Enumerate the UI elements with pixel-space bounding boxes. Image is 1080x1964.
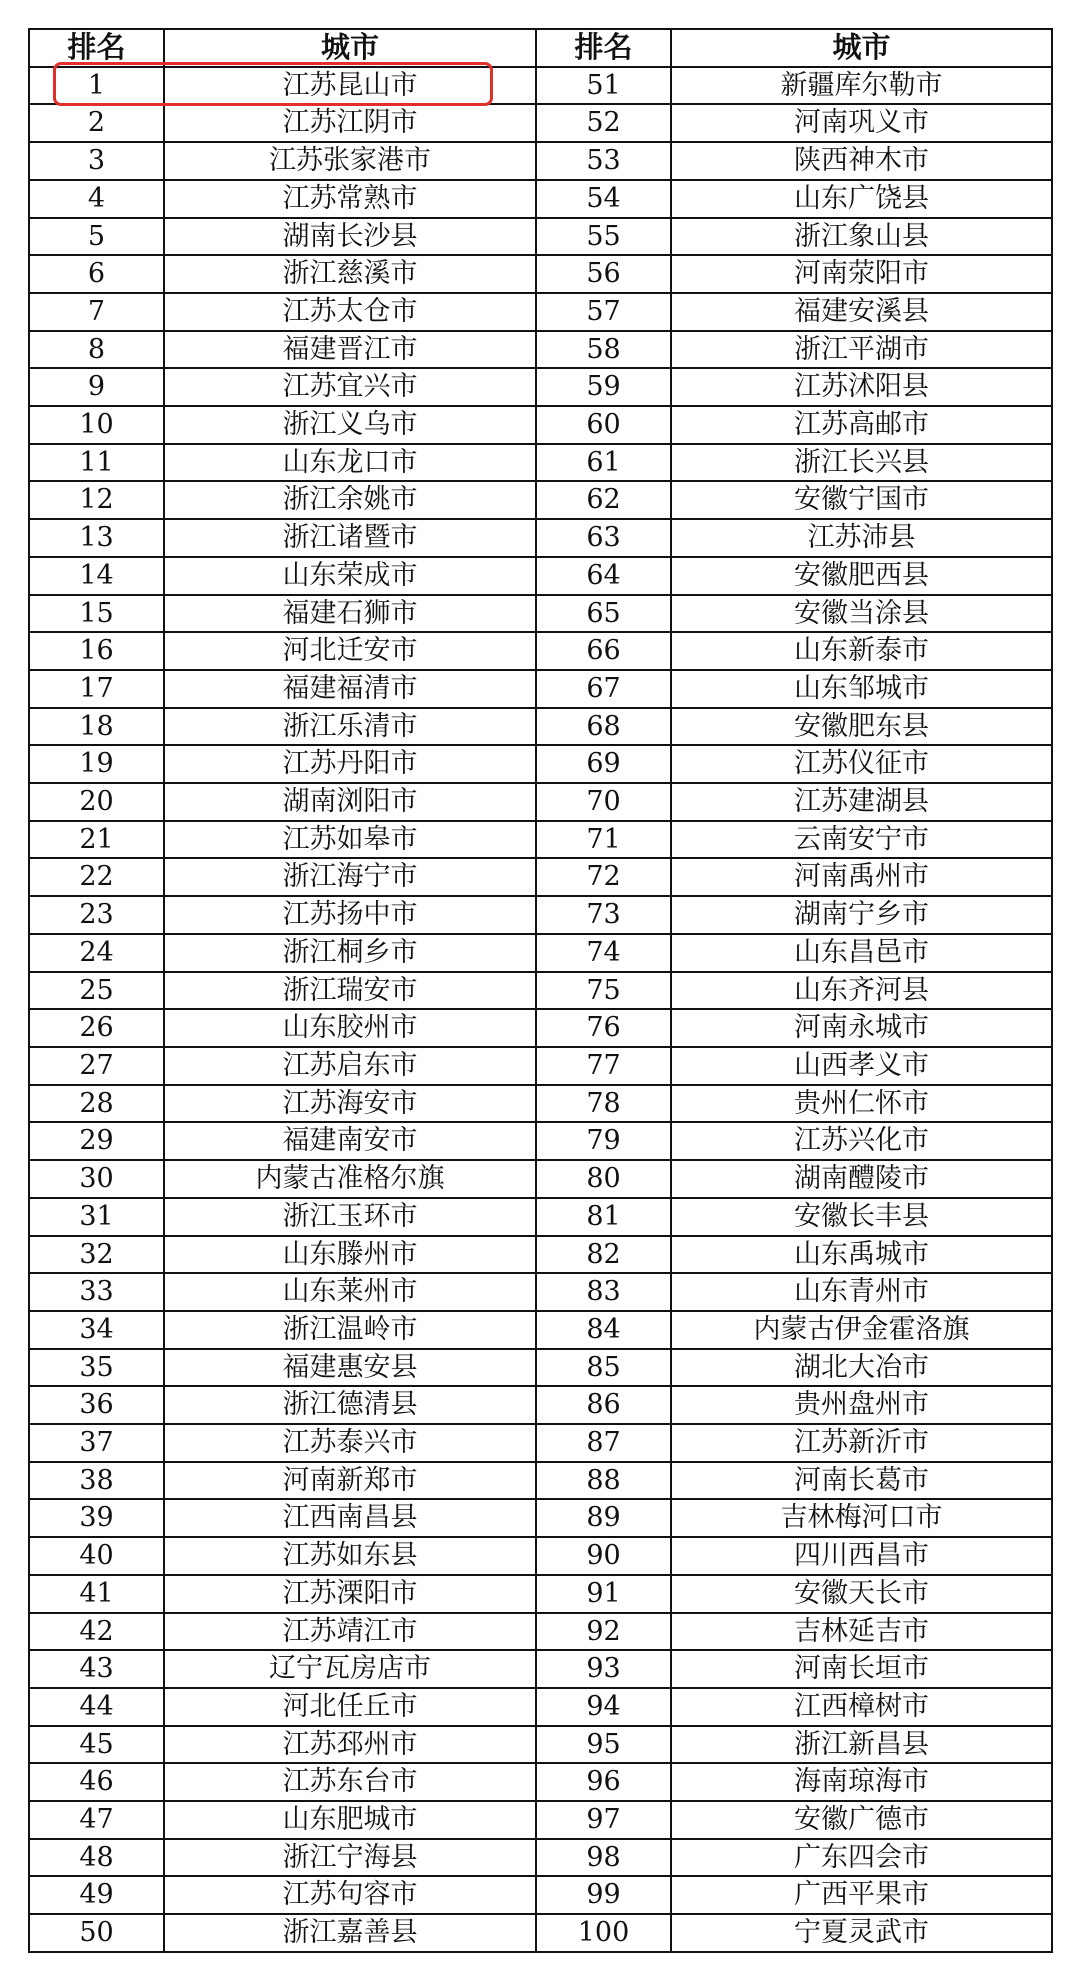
city-cell: 江苏沭阳县 [671,368,1052,406]
city-cell: 江苏张家港市 [164,142,536,180]
table-row [29,255,1052,293]
city-cell: 山东齐河县 [671,972,1052,1010]
rank-cell: 47 [29,1801,164,1839]
rank-cell: 32 [29,1236,164,1274]
city-cell: 江苏靖江市 [164,1613,536,1651]
rank-cell: 81 [536,1198,671,1236]
city-cell: 山东龙口市 [164,444,536,482]
rank-cell: 71 [536,821,671,859]
rank-header: 排名 [29,29,164,67]
city-cell: 河南永城市 [671,1009,1052,1047]
city-cell: 江苏新沂市 [671,1424,1052,1462]
rank-cell: 73 [536,896,671,934]
rank-cell: 69 [536,745,671,783]
rank-header: 排名 [536,29,671,67]
rank-cell: 30 [29,1160,164,1198]
table-row [29,481,1052,519]
city-cell: 河北迁安市 [164,632,536,670]
city-cell: 河南巩义市 [671,104,1052,142]
rank-cell: 27 [29,1047,164,1085]
rank-cell: 43 [29,1650,164,1688]
table-row [29,1613,1052,1651]
city-cell: 山东胶州市 [164,1009,536,1047]
city-cell: 江苏启东市 [164,1047,536,1085]
table-row [29,1311,1052,1349]
rank-cell: 86 [536,1386,671,1424]
table-row [29,1688,1052,1726]
rank-cell: 18 [29,708,164,746]
rank-cell: 16 [29,632,164,670]
rank-cell: 66 [536,632,671,670]
city-cell: 四川西昌市 [671,1537,1052,1575]
table-row [29,858,1052,896]
city-cell: 浙江诸暨市 [164,519,536,557]
rank-cell: 61 [536,444,671,482]
rank-cell: 10 [29,406,164,444]
rank-cell: 24 [29,934,164,972]
city-cell: 安徽肥西县 [671,557,1052,595]
rank-cell: 89 [536,1499,671,1537]
city-cell: 山西孝义市 [671,1047,1052,1085]
city-cell: 山东昌邑市 [671,934,1052,972]
city-cell: 山东莱州市 [164,1273,536,1311]
rank-cell: 20 [29,783,164,821]
city-cell: 吉林梅河口市 [671,1499,1052,1537]
city-cell: 广西平果市 [671,1876,1052,1914]
city-cell: 江苏海安市 [164,1085,536,1123]
city-cell: 江苏溧阳市 [164,1575,536,1613]
rank-cell: 64 [536,557,671,595]
table-body [29,67,1052,1952]
rank-cell: 93 [536,1650,671,1688]
rank-cell: 3 [29,142,164,180]
city-cell: 浙江新昌县 [671,1726,1052,1764]
city-cell: 浙江平湖市 [671,331,1052,369]
table-row [29,1650,1052,1688]
rank-cell: 14 [29,557,164,595]
rank-cell: 23 [29,896,164,934]
city-cell: 福建石狮市 [164,595,536,633]
table-row [29,1575,1052,1613]
table-row [29,180,1052,218]
city-cell: 福建福清市 [164,670,536,708]
rank-cell: 76 [536,1009,671,1047]
rank-cell: 92 [536,1613,671,1651]
rank-cell: 50 [29,1914,164,1952]
rank-cell: 67 [536,670,671,708]
rank-cell: 78 [536,1085,671,1123]
table-row [29,1273,1052,1311]
city-cell: 陕西神木市 [671,142,1052,180]
rank-cell: 56 [536,255,671,293]
table-row [29,1839,1052,1877]
rank-cell: 54 [536,180,671,218]
rank-cell: 82 [536,1236,671,1274]
rank-cell: 8 [29,331,164,369]
rank-cell: 98 [536,1839,671,1877]
table-row [29,519,1052,557]
city-cell: 江苏仪征市 [671,745,1052,783]
rank-cell: 6 [29,255,164,293]
rank-cell: 39 [29,1499,164,1537]
city-cell: 江苏沛县 [671,519,1052,557]
rank-cell: 31 [29,1198,164,1236]
rank-cell: 46 [29,1763,164,1801]
table-row [29,745,1052,783]
rank-cell: 85 [536,1349,671,1387]
rank-cell: 38 [29,1462,164,1500]
table-row [29,1763,1052,1801]
city-cell: 浙江长兴县 [671,444,1052,482]
rank-cell: 49 [29,1876,164,1914]
city-cell: 江西南昌县 [164,1499,536,1537]
table-row [29,1349,1052,1387]
rank-cell: 99 [536,1876,671,1914]
city-cell: 湖南醴陵市 [671,1160,1052,1198]
city-cell: 浙江余姚市 [164,481,536,519]
rank-cell: 19 [29,745,164,783]
table-row [29,1085,1052,1123]
city-cell: 江苏扬中市 [164,896,536,934]
table-row [29,972,1052,1010]
city-cell: 江苏句容市 [164,1876,536,1914]
table-row [29,142,1052,180]
city-cell: 云南安宁市 [671,821,1052,859]
city-cell: 江苏建湖县 [671,783,1052,821]
table-row [29,406,1052,444]
rank-cell: 13 [29,519,164,557]
rank-cell: 1 [29,67,164,105]
rank-cell: 97 [536,1801,671,1839]
rank-cell: 25 [29,972,164,1010]
city-cell: 浙江义乌市 [164,406,536,444]
rank-cell: 42 [29,1613,164,1651]
rank-cell: 80 [536,1160,671,1198]
city-cell: 浙江乐清市 [164,708,536,746]
rank-cell: 4 [29,180,164,218]
city-cell: 浙江慈溪市 [164,255,536,293]
rank-cell: 28 [29,1085,164,1123]
city-cell: 浙江德清县 [164,1386,536,1424]
rank-cell: 91 [536,1575,671,1613]
city-cell: 湖南长沙县 [164,218,536,256]
rank-cell: 11 [29,444,164,482]
rank-cell: 88 [536,1462,671,1500]
city-cell: 江苏昆山市 [164,67,536,105]
city-cell: 江苏高邮市 [671,406,1052,444]
rank-cell: 40 [29,1537,164,1575]
rank-cell: 22 [29,858,164,896]
city-cell: 吉林延吉市 [671,1613,1052,1651]
city-cell: 山东广饶县 [671,180,1052,218]
table-row [29,1462,1052,1500]
city-cell: 江苏常熟市 [164,180,536,218]
rank-cell: 84 [536,1311,671,1349]
table-row [29,1424,1052,1462]
rank-cell: 70 [536,783,671,821]
city-cell: 贵州盘州市 [671,1386,1052,1424]
rank-cell: 51 [536,67,671,105]
city-cell: 山东荣成市 [164,557,536,595]
city-cell: 安徽天长市 [671,1575,1052,1613]
city-cell: 江苏泰兴市 [164,1424,536,1462]
rank-cell: 2 [29,104,164,142]
city-cell: 福建晋江市 [164,331,536,369]
rank-cell: 41 [29,1575,164,1613]
city-cell: 安徽广德市 [671,1801,1052,1839]
rank-cell: 53 [536,142,671,180]
city-cell: 内蒙古准格尔旗 [164,1160,536,1198]
city-cell: 安徽当涂县 [671,595,1052,633]
table-row [29,783,1052,821]
city-header: 城市 [164,29,536,67]
table-row [29,1801,1052,1839]
rank-cell: 63 [536,519,671,557]
rank-cell: 60 [536,406,671,444]
city-cell: 安徽长丰县 [671,1198,1052,1236]
rank-cell: 79 [536,1122,671,1160]
city-header: 城市 [671,29,1052,67]
city-cell: 山东肥城市 [164,1801,536,1839]
table-row [29,1876,1052,1914]
city-cell: 浙江温岭市 [164,1311,536,1349]
rank-cell: 15 [29,595,164,633]
city-cell: 海南琼海市 [671,1763,1052,1801]
city-cell: 河南长垣市 [671,1650,1052,1688]
city-cell: 江苏兴化市 [671,1122,1052,1160]
rank-cell: 17 [29,670,164,708]
city-cell: 浙江瑞安市 [164,972,536,1010]
city-cell: 宁夏灵武市 [671,1914,1052,1952]
table-row [29,821,1052,859]
rank-cell: 75 [536,972,671,1010]
city-cell: 湖北大冶市 [671,1349,1052,1387]
table-row [29,104,1052,142]
rank-cell: 74 [536,934,671,972]
rank-cell: 57 [536,293,671,331]
city-cell: 湖南浏阳市 [164,783,536,821]
table-row [29,1047,1052,1085]
city-cell: 安徽肥东县 [671,708,1052,746]
rank-cell: 26 [29,1009,164,1047]
city-cell: 山东邹城市 [671,670,1052,708]
table-row [29,1122,1052,1160]
city-cell: 福建惠安县 [164,1349,536,1387]
table-row [29,1160,1052,1198]
table-row [29,444,1052,482]
table-row [29,293,1052,331]
rank-cell: 65 [536,595,671,633]
rank-cell: 58 [536,331,671,369]
rank-cell: 52 [536,104,671,142]
rank-cell: 35 [29,1349,164,1387]
city-cell: 贵州仁怀市 [671,1085,1052,1123]
city-cell: 浙江宁海县 [164,1839,536,1877]
rank-cell: 55 [536,218,671,256]
city-cell: 山东禹城市 [671,1236,1052,1274]
rank-cell: 44 [29,1688,164,1726]
city-cell: 浙江象山县 [671,218,1052,256]
table-row [29,1198,1052,1236]
ranking-table [28,28,1053,1953]
table-row [29,1499,1052,1537]
rank-cell: 45 [29,1726,164,1764]
table-row [29,896,1052,934]
city-cell: 新疆库尔勒市 [671,67,1052,105]
rank-cell: 87 [536,1424,671,1462]
rank-cell: 90 [536,1537,671,1575]
city-cell: 浙江嘉善县 [164,1914,536,1952]
city-cell: 江苏太仓市 [164,293,536,331]
rank-cell: 94 [536,1688,671,1726]
header-row [29,29,1052,67]
city-cell: 江苏江阴市 [164,104,536,142]
rank-cell: 83 [536,1273,671,1311]
city-cell: 河南荥阳市 [671,255,1052,293]
city-cell: 福建南安市 [164,1122,536,1160]
city-cell: 江苏丹阳市 [164,745,536,783]
rank-cell: 36 [29,1386,164,1424]
rank-cell: 100 [536,1914,671,1952]
city-cell: 辽宁瓦房店市 [164,1650,536,1688]
table-row [29,670,1052,708]
table-row [29,1537,1052,1575]
city-cell: 江苏宜兴市 [164,368,536,406]
city-cell: 江苏东台市 [164,1763,536,1801]
city-cell: 河南禹州市 [671,858,1052,896]
city-cell: 山东滕州市 [164,1236,536,1274]
city-cell: 山东新泰市 [671,632,1052,670]
table-row [29,1386,1052,1424]
city-cell: 广东四会市 [671,1839,1052,1877]
city-cell: 江西樟树市 [671,1688,1052,1726]
rank-cell: 7 [29,293,164,331]
rank-cell: 33 [29,1273,164,1311]
rank-cell: 48 [29,1839,164,1877]
table-row [29,368,1052,406]
city-cell: 湖南宁乡市 [671,896,1052,934]
table-row [29,708,1052,746]
city-cell: 河南新郑市 [164,1462,536,1500]
rank-cell: 34 [29,1311,164,1349]
city-cell: 河南长葛市 [671,1462,1052,1500]
rank-cell: 9 [29,368,164,406]
city-cell: 浙江海宁市 [164,858,536,896]
rank-cell: 5 [29,218,164,256]
table-row [29,1914,1052,1952]
table-row [29,1726,1052,1764]
rank-cell: 77 [536,1047,671,1085]
table-row [29,557,1052,595]
table-row [29,632,1052,670]
table-row [29,1236,1052,1274]
rank-cell: 96 [536,1763,671,1801]
table-row [29,595,1052,633]
rank-cell: 62 [536,481,671,519]
city-cell: 福建安溪县 [671,293,1052,331]
table-row [29,331,1052,369]
city-cell: 浙江玉环市 [164,1198,536,1236]
table-row [29,1009,1052,1047]
rank-cell: 59 [536,368,671,406]
rank-cell: 72 [536,858,671,896]
city-cell: 安徽宁国市 [671,481,1052,519]
city-cell: 河北任丘市 [164,1688,536,1726]
city-cell: 山东青州市 [671,1273,1052,1311]
rank-cell: 12 [29,481,164,519]
city-cell: 江苏如东县 [164,1537,536,1575]
city-cell: 江苏如皋市 [164,821,536,859]
city-cell: 江苏邳州市 [164,1726,536,1764]
table-row [29,67,1052,105]
rank-cell: 21 [29,821,164,859]
table-row [29,218,1052,256]
city-cell: 内蒙古伊金霍洛旗 [671,1311,1052,1349]
rank-cell: 68 [536,708,671,746]
rank-cell: 37 [29,1424,164,1462]
rank-cell: 29 [29,1122,164,1160]
table-row [29,934,1052,972]
rank-cell: 95 [536,1726,671,1764]
city-cell: 浙江桐乡市 [164,934,536,972]
